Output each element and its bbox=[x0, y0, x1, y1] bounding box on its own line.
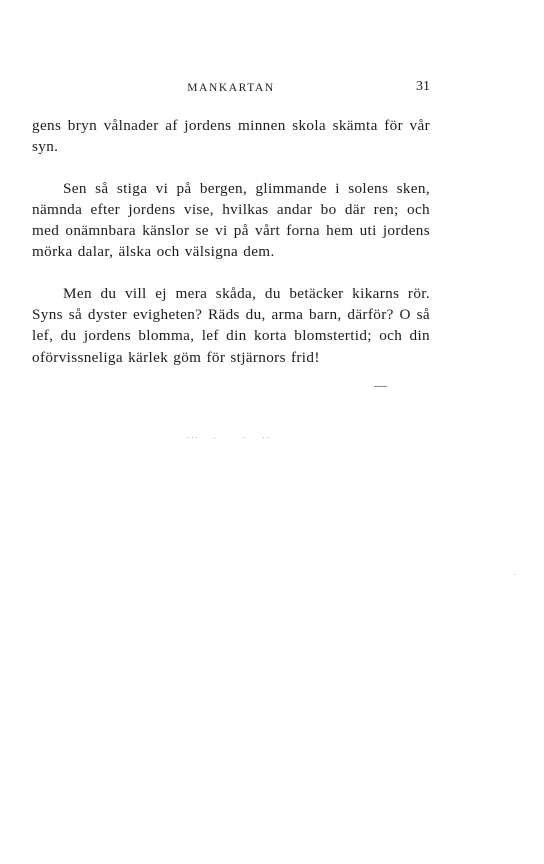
paper-speck bbox=[263, 437, 264, 438]
page-header bbox=[32, 79, 430, 102]
paper-speck bbox=[196, 437, 197, 438]
paper-speck bbox=[243, 437, 244, 438]
paper-speck bbox=[188, 437, 189, 438]
page-number: 31 bbox=[416, 79, 430, 94]
paragraph-3: Men du vill ej mera skåda, du betäcker kikarns rör. Syns så dyster evigheten? Räds du, arma barn, därför? O så lef, du jordens blomma, lef din korta blomstertid; och din oförvissneliga kärlek göm för stjärnors frid! bbox=[32, 284, 430, 366]
paragraph-2: Sen så stiga vi på bergen, glimmande i solens sken, nämnda efter jordens vise, hvilkas andar bo där ren; och med onämnbara känslor se vi på vårt forna hem uti jordens mörka dalar, älska och välsigna dem. bbox=[32, 179, 430, 261]
paper-speck bbox=[192, 437, 193, 438]
paragraph-1: gens bryn vålnader af jordens minnen skola skämta för vår syn. bbox=[32, 117, 430, 156]
page-body bbox=[32, 115, 430, 368]
end-rule bbox=[374, 386, 387, 387]
paper-speck bbox=[514, 574, 515, 575]
running-title: MANKARTAN bbox=[187, 82, 275, 94]
paper-speck bbox=[267, 437, 268, 438]
paper-speck bbox=[214, 438, 215, 439]
